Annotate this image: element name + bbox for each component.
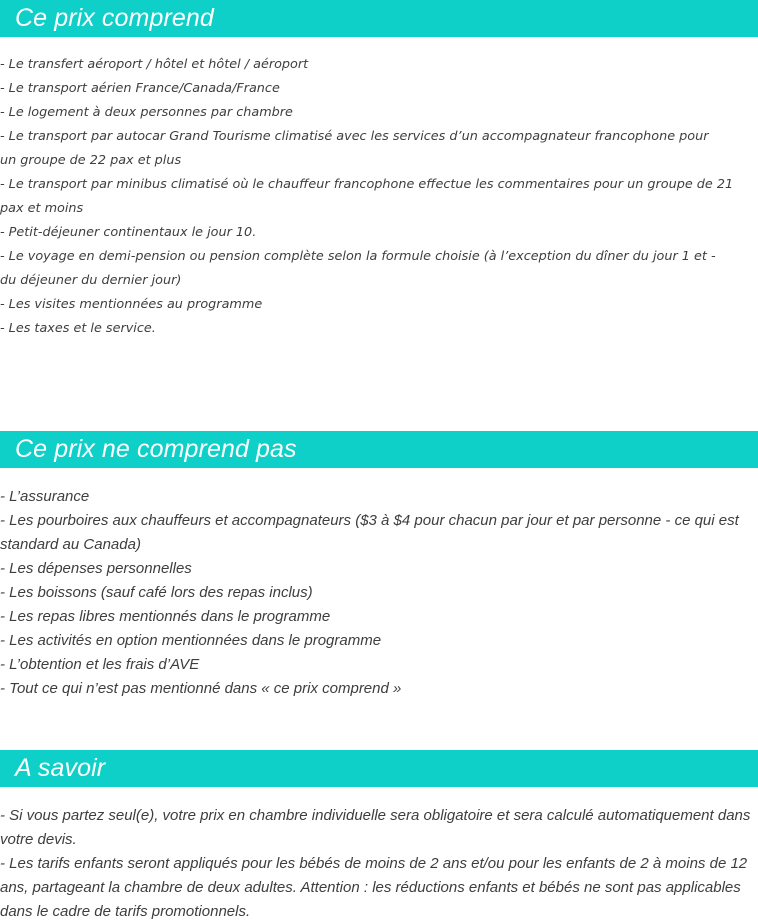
list-item: - L’assurance <box>0 488 90 505</box>
list-item: - Le transfert aéroport / hôtel et hôtel / aéroport <box>0 57 309 72</box>
list-item: - Tout ce qui n’est pas mentionné dans « ce prix comprend » <box>0 680 402 697</box>
list-item: - Si vous partez seul(e), votre prix en chambre individuelle sera obligatoire et sera calculé automatiquement dans votre devis. <box>0 807 751 848</box>
not-included-list <box>0 485 758 701</box>
list-item: - L’obtention et les frais d’AVE <box>0 656 200 673</box>
list-item: - Le transport par autocar Grand Tourisme climatisé avec les services d’un accompagnateur francophone pour un groupe de 22 pax et plus <box>0 129 709 168</box>
section-title: Ce prix comprend <box>15 4 214 32</box>
section-title: A savoir <box>15 754 106 782</box>
list-item: - Les boissons (sauf café lors des repas inclus) <box>0 584 313 601</box>
list-item: - Petit-déjeuner continentaux le jour 10. <box>0 225 257 240</box>
section-included <box>0 0 758 341</box>
section-good-to-know <box>0 750 758 924</box>
list-item: - Les visites mentionnées au programme <box>0 297 263 312</box>
list-item: - Les pourboires aux chauffeurs et accompagnateurs ($3 à $4 pour chacun par jour et par personne - ce qui est standard au Canada) <box>0 512 739 553</box>
list-item: - Le transport aérien France/Canada/France <box>0 81 280 96</box>
section-header-not-included <box>0 431 758 468</box>
list-item: - Les tarifs enfants seront appliqués pour les bébés de moins de 2 ans et/ou pour les enfants de 2 à moins de 12 ans, partageant la chambre de deux adultes. Attention : les réductions enfants et bébés ne sont pas applicables dans le cadre de tarifs promotionnels. <box>0 855 748 920</box>
section-header-included <box>0 0 758 37</box>
section-title: Ce prix ne comprend pas <box>15 435 297 463</box>
list-item: - Le logement à deux personnes par chambre <box>0 105 293 120</box>
good-to-know-list <box>0 804 758 924</box>
included-list <box>0 53 758 341</box>
list-item: - Le voyage en demi-pension ou pension complète selon la formule choisie (à l’exception du dîner du jour 1 et - du déjeuner du dernier jour) <box>0 249 716 288</box>
section-header-good-to-know <box>0 750 758 787</box>
list-item: - Le transport par minibus climatisé où le chauffeur francophone effectue les commentaires pour un groupe de 21 pax et moins <box>0 177 734 216</box>
section-not-included <box>0 431 758 701</box>
list-item: - Les dépenses personnelles <box>0 560 192 577</box>
list-item: - Les activités en option mentionnées dans le programme <box>0 632 382 649</box>
list-item: - Les taxes et le service. <box>0 321 156 336</box>
list-item: - Les repas libres mentionnés dans le programme <box>0 608 331 625</box>
